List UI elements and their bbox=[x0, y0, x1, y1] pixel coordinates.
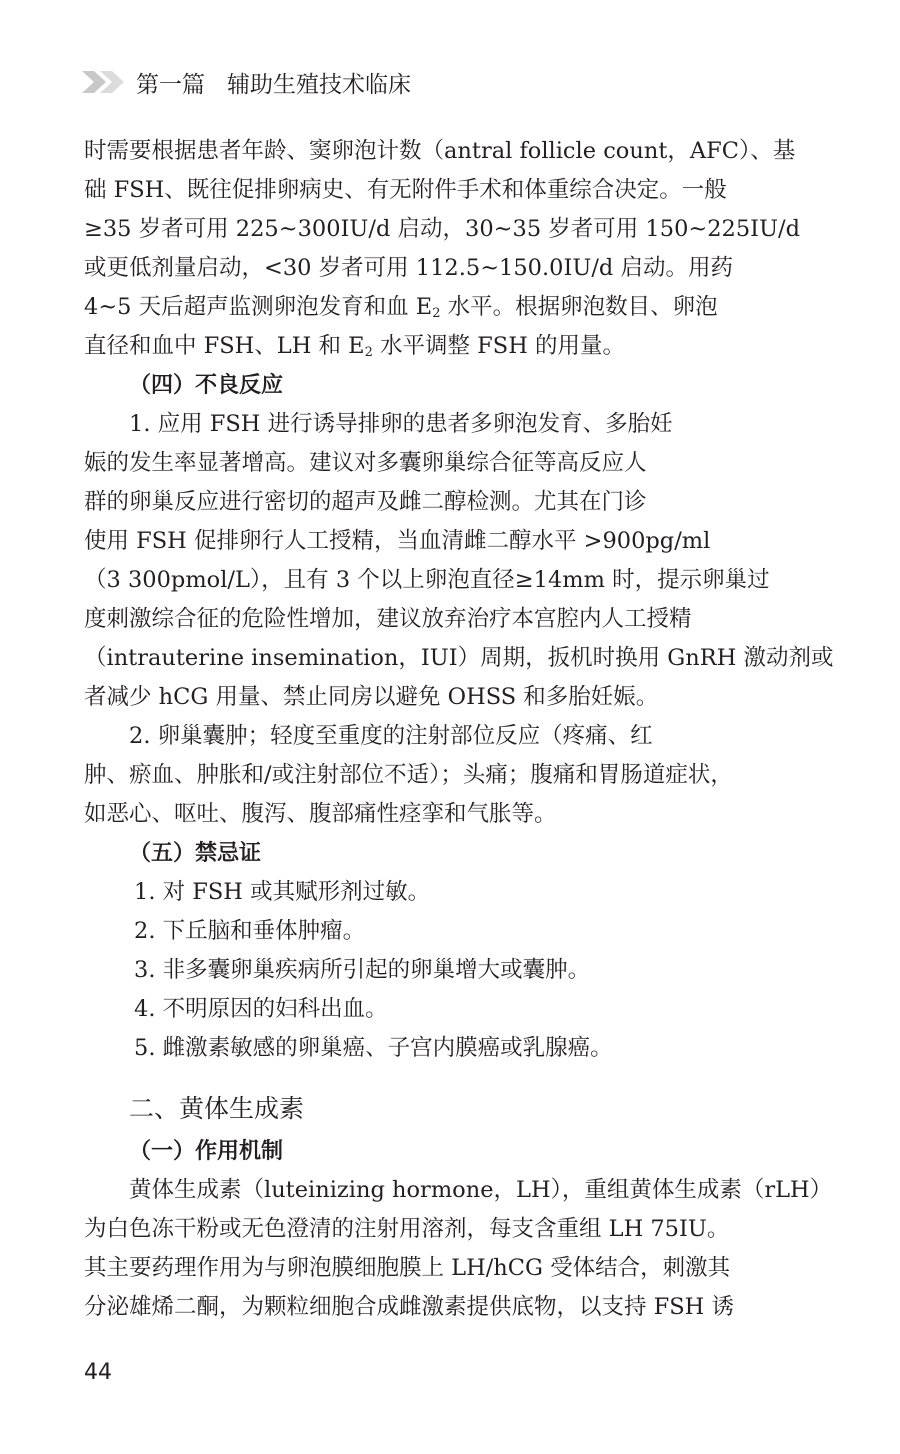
text-line-content: 度刺激综合征的危险性增加，建议放弃治疗本宫腔内人工授精 bbox=[84, 606, 692, 632]
text-line bbox=[84, 756, 774, 795]
header-title: 辅助生殖技术临床 bbox=[227, 71, 411, 98]
text-line-content: 3. 非多囊卵巢疾病所引起的卵巢增大或囊肿。 bbox=[134, 957, 591, 983]
list-item bbox=[84, 951, 774, 990]
text-line bbox=[84, 717, 774, 756]
text-line-content: 直径和血中 FSH、LH 和 $E_2$ 水平调整 FSH 的用量。 bbox=[84, 333, 625, 360]
text-line-content: 5. 雌激素敏感的卵巢癌、子宫内膜癌或乳腺癌。 bbox=[134, 1035, 613, 1061]
text-line-content: 1. 应用 FSH 进行诱导排卵的患者多卵泡发育、多胎妊 bbox=[129, 411, 673, 437]
double-chevron-icon bbox=[80, 67, 134, 97]
text-line-content: 者减少 hCG 用量、禁止同房以避免 OHSS 和多胎妊娠。 bbox=[84, 684, 659, 710]
paragraph-adverse-1 bbox=[84, 405, 834, 717]
paragraph-mechanism bbox=[84, 1171, 833, 1327]
text-line bbox=[84, 1288, 774, 1327]
text-line-content: 础 FSH、既往促排卵病史、有无附件手术和体重综合决定。一般 bbox=[84, 177, 727, 203]
text-line bbox=[84, 171, 774, 210]
text-line-content: 群的卵巢反应进行密切的超声及雌二醇检测。尤其在门诊 bbox=[84, 489, 647, 515]
text-line-content: （3 300pmol/L），且有 3 个以上卵泡直径≥14mm 时，提示卵巢过 bbox=[84, 567, 770, 593]
text-line bbox=[84, 210, 801, 249]
paragraph-adverse-2 bbox=[84, 717, 774, 834]
list-item bbox=[84, 912, 774, 951]
text-line bbox=[84, 132, 796, 171]
text-line-content: 肿、瘀血、肿胀和/或注射部位不适）；头痛；腹痛和胃肠道症状， bbox=[84, 762, 733, 788]
subheading-mechanism: （一）作用机制 bbox=[129, 1139, 284, 1164]
text-line-content: 如恶心、呕吐、腹泻、腹部痛性痉挛和气胀等。 bbox=[84, 801, 557, 827]
running-header bbox=[80, 62, 411, 102]
text-line-content: 时需要根据患者年龄、窦卵泡计数（antral follicle count，AFC）、基 bbox=[84, 138, 796, 164]
text-line bbox=[84, 405, 774, 444]
text-line bbox=[84, 600, 774, 639]
text-line-content: 4. 不明原因的妇科出血。 bbox=[134, 996, 388, 1022]
text-line-content: 1. 对 FSH 或其赋形剂过敏。 bbox=[134, 879, 431, 905]
text-line bbox=[84, 639, 834, 678]
header-part: 第一篇 bbox=[136, 71, 205, 98]
subheading-contraindications: （五）禁忌证 bbox=[129, 841, 262, 866]
text-line bbox=[84, 1249, 774, 1288]
text-line bbox=[84, 678, 774, 717]
text-line-content: （intrauterine insemination，IUI）周期，扳机时换用 GnRH 激动剂或 bbox=[84, 645, 834, 671]
subheading-adverse-reactions: （四）不良反应 bbox=[129, 373, 284, 398]
text-line bbox=[84, 561, 774, 600]
text-line bbox=[84, 249, 774, 288]
text-line-content: 其主要药理作用为与卵泡膜细胞膜上 LH/hCG 受体结合，刺激其 bbox=[84, 1255, 731, 1281]
list-item bbox=[84, 1029, 774, 1068]
text-line-content: 或更低剂量启动，<30 岁者可用 112.5~150.0IU/d 启动。用药 bbox=[84, 255, 733, 281]
text-line bbox=[84, 288, 774, 327]
text-line bbox=[84, 327, 774, 366]
list-item bbox=[84, 873, 774, 912]
text-line-content: 分泌雄烯二酮，为颗粒细胞合成雌激素提供底物，以支持 FSH 诱 bbox=[84, 1294, 734, 1320]
contraindication-list bbox=[84, 873, 774, 1068]
text-line bbox=[84, 483, 774, 522]
text-line bbox=[84, 1171, 833, 1210]
section-heading-lh: 二、黄体生成素 bbox=[129, 1094, 305, 1123]
text-line-content: 使用 FSH 促排卵行人工授精，当血清雌二醇水平 >900pg/ml bbox=[84, 528, 711, 554]
text-line bbox=[84, 522, 774, 561]
text-line bbox=[84, 1210, 774, 1249]
text-line-content: ≥35 岁者可用 225~300IU/d 启动，30~35 岁者可用 150~225IU/d bbox=[84, 216, 801, 242]
list-item bbox=[84, 990, 774, 1029]
text-line-content: 2. 下丘脑和垂体肿瘤。 bbox=[134, 918, 366, 944]
page-number: 44 bbox=[84, 1360, 112, 1385]
text-line-content: 黄体生成素（luteinizing hormone，LH），重组黄体生成素（rLH） bbox=[129, 1177, 833, 1203]
page-body bbox=[84, 132, 834, 1327]
text-line-content: 4~5 天后超声监测卵泡发育和血 $E_2$ 水平。根据卵泡数目、卵泡 bbox=[84, 294, 718, 321]
text-line-content: 2. 卵巢囊肿；轻度至重度的注射部位反应（疼痛、红 bbox=[129, 723, 653, 749]
text-line-content: 娠的发生率显著增高。建议对多囊卵巢综合征等高反应人 bbox=[84, 450, 647, 476]
text-line-content: 为白色冻干粉或无色澄清的注射用溶剂，每支含重组 LH 75IU。 bbox=[84, 1216, 730, 1242]
text-line bbox=[84, 795, 774, 834]
text-line bbox=[84, 444, 774, 483]
